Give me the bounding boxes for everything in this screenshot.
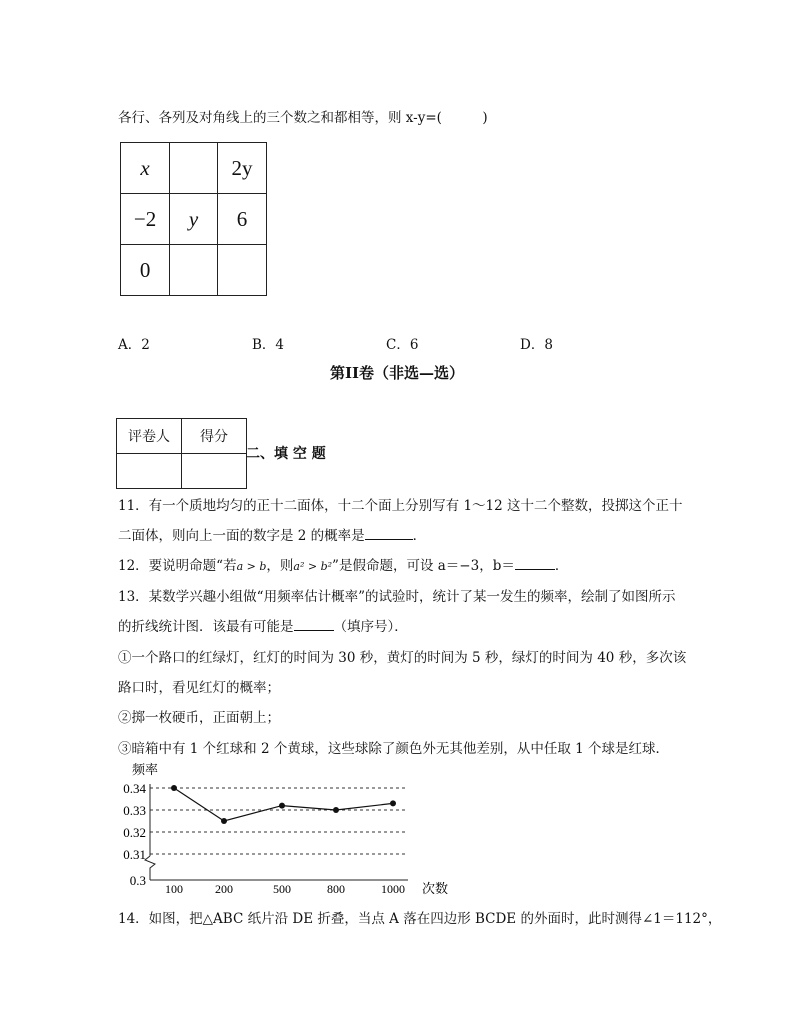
x-tick-label: 100 — [165, 882, 183, 896]
option-a: A．2 — [118, 337, 150, 353]
q13-line2 — [118, 615, 408, 635]
grid-cell: −2 — [121, 194, 170, 245]
chart-xlabel: 次数 — [422, 881, 449, 896]
q12-text-c: ”是假命题，可设 — [332, 558, 434, 574]
grid-cell — [170, 143, 218, 194]
q12-conclusion: a² > b² — [293, 560, 333, 573]
x-tick-label: 800 — [327, 882, 345, 896]
grid-cell: x — [121, 143, 170, 194]
x-tick-label: 1000 — [381, 882, 405, 896]
answer-blank[interactable] — [294, 630, 334, 631]
data-point — [390, 800, 396, 806]
q12-text-a: 12．要说明命题“若 — [118, 558, 237, 574]
data-point — [333, 807, 339, 813]
answer-blank[interactable] — [365, 539, 413, 540]
option-b: B．4 — [252, 337, 285, 353]
data-point — [221, 818, 227, 824]
y-tick-label: 0.32 — [123, 825, 146, 840]
q13-text-b: （填序号）． — [333, 619, 408, 635]
chart-ylabel: 频率 — [132, 762, 159, 777]
magic-square-grid — [120, 142, 267, 296]
grid-cell: 6 — [217, 194, 266, 245]
q11-end: ． — [412, 528, 427, 544]
q13-option1-line1: ①一个路口的红绿灯，红灯的时间为 30 秒，黄灯的时间为 5 秒，绿灯的时间为 40 秒，多次该 — [118, 650, 687, 666]
x-tick-label: 200 — [215, 882, 233, 896]
q13-option1-line2: 路口时，看见红灯的概率； — [118, 680, 280, 696]
score-cell-grader — [117, 454, 182, 489]
q12-text-d: a＝−3，b＝ — [437, 558, 515, 574]
grid-cell: 2y — [217, 143, 266, 194]
y-tick-label: 0.31 — [123, 847, 146, 862]
grid-cell: y — [170, 194, 218, 245]
grid-cell — [217, 245, 266, 296]
grid-cell — [170, 245, 218, 296]
y-tick-label: 0.33 — [123, 803, 146, 818]
section-title: 第II卷（非选—选） — [329, 364, 465, 382]
score-cell-score — [182, 454, 247, 489]
frequency-line-chart — [110, 756, 460, 896]
score-header-grader: 评卷人 — [117, 419, 182, 454]
x-tick-label: 500 — [273, 882, 291, 896]
q10-stem: 各行、各列及对角线上的三个数之和都相等，则 x-y=( ) — [118, 110, 488, 126]
data-point — [171, 785, 177, 791]
option-c: C．6 — [386, 337, 419, 353]
y-tick-label: 0.3 — [129, 873, 146, 888]
option-d: D．8 — [520, 337, 553, 353]
axis-break-mark — [145, 856, 155, 880]
score-table — [116, 418, 247, 489]
y-tick-label: 0.34 — [123, 781, 146, 796]
q12-condition: a > b — [236, 560, 267, 573]
fill-section-title: 二、填 空 题 — [246, 446, 326, 462]
q14-line1: 14．如图，把△ABC 纸片沿 DE 折叠，当点 A 落在四边形 BCDE 的外面时，此时测得∠1＝112°， — [118, 911, 722, 927]
q13-line1: 13．某数学兴趣小组做“用频率估计概率”的试验时，统计了某一发生的频率，绘制了如图所示 — [118, 589, 676, 605]
q13-option3: ③暗箱中有 1 个红球和 2 个黄球，这些球除了颜色外无其他差别，从中任取 1 个球是红球． — [118, 741, 670, 757]
answer-blank[interactable] — [515, 569, 555, 570]
q12-line — [118, 554, 568, 574]
q12-text-b: ，则 — [266, 558, 294, 574]
score-header-score: 得分 — [182, 419, 247, 454]
grid-cell: 0 — [121, 245, 170, 296]
q11-line1: 11．有一个质地均匀的正十二面体，十二个面上分别写有 1～12 这十二个整数，投掷这个正十 — [118, 498, 683, 514]
q12-end: ． — [554, 558, 569, 574]
data-point — [279, 803, 285, 809]
q11-line2 — [118, 524, 426, 544]
q13-option2: ②掷一枚硬币，正面朝上； — [118, 710, 280, 726]
q11-text: 二面体，则向上一面的数字是 2 的概率是 — [118, 528, 365, 544]
q13-text-a: 的折线统计图．该最有可能是 — [118, 619, 294, 635]
